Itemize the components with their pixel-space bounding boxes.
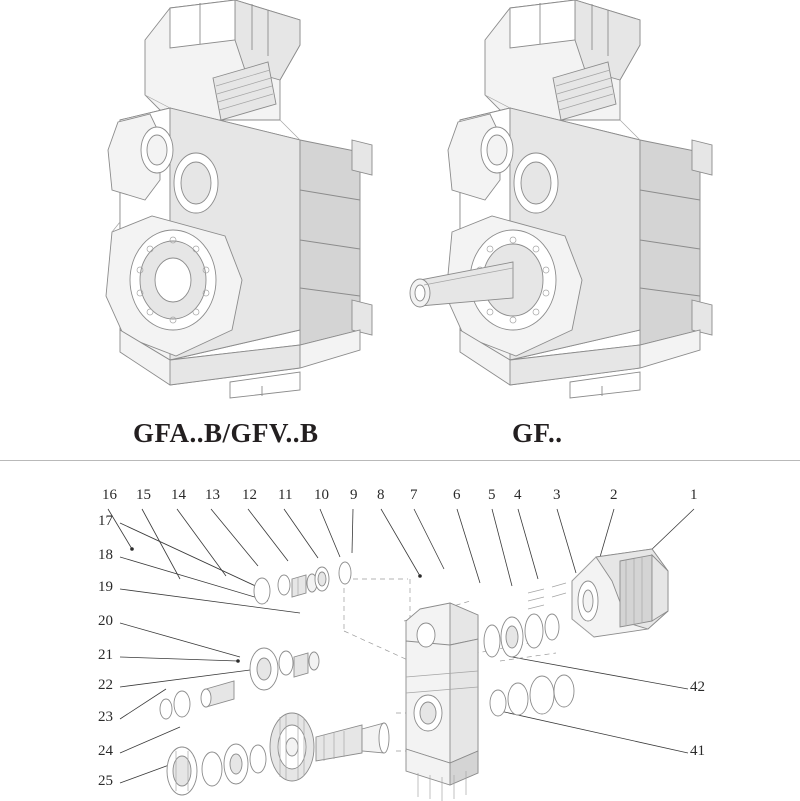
callout-19: 19	[98, 579, 113, 595]
callout-18: 18	[98, 547, 113, 563]
callout-8: 8	[377, 487, 385, 503]
callout-13: 13	[205, 487, 220, 503]
leader-lines-right	[500, 657, 688, 753]
callout-17: 17	[98, 513, 113, 529]
callout-41: 41	[690, 743, 705, 759]
callout-16: 16	[102, 487, 117, 503]
callout-11: 11	[278, 487, 293, 503]
gear-wheel	[270, 713, 389, 781]
callout-20: 20	[98, 613, 113, 629]
callout-21: 21	[98, 647, 113, 663]
parts-mid-left	[160, 648, 319, 719]
leader-end-dots	[130, 547, 422, 663]
callout-4: 4	[514, 487, 522, 503]
parts-bottom-left	[167, 744, 266, 795]
callout-2: 2	[610, 487, 618, 503]
callout-9: 9	[350, 487, 358, 503]
caption-gfa-b-gfv-b: GFA..B/GFV..B	[133, 418, 319, 448]
gearbox-right-body	[410, 0, 712, 398]
callout-24: 24	[98, 743, 113, 759]
callout-10: 10	[314, 487, 329, 503]
callout-42: 42	[690, 679, 705, 695]
callout-25: 25	[98, 773, 113, 789]
parts-upper-left	[254, 562, 351, 604]
callout-1: 1	[690, 487, 698, 503]
callout-7: 7	[410, 487, 418, 503]
callout-6: 6	[453, 487, 461, 503]
housing-center	[406, 603, 478, 801]
callout-3: 3	[553, 487, 561, 503]
callout-15: 15	[136, 487, 151, 503]
exploded-view-drawing	[0, 461, 800, 801]
callout-23: 23	[98, 709, 113, 725]
parts-right	[484, 583, 574, 716]
callout-12: 12	[242, 487, 257, 503]
callout-5: 5	[488, 487, 496, 503]
caption-gf: GF..	[512, 418, 563, 448]
callout-22: 22	[98, 677, 113, 693]
exploded-view-section	[0, 460, 800, 801]
callout-14: 14	[171, 487, 186, 503]
motor-adapter	[572, 549, 668, 637]
